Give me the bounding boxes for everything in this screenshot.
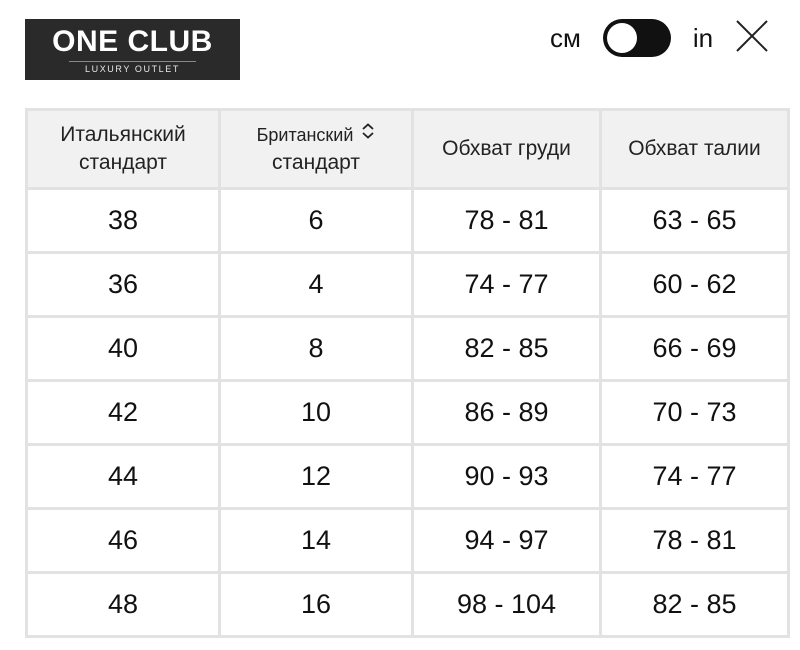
cell-italian: 44	[27, 445, 220, 509]
brand-accent-line	[69, 61, 196, 62]
unit-toggle[interactable]	[603, 19, 671, 57]
table-row	[27, 573, 789, 637]
cell-british: 16	[220, 573, 413, 637]
table-row	[27, 189, 789, 253]
sort-updown-icon[interactable]	[361, 119, 375, 147]
header-chest	[413, 110, 601, 189]
cell-chest: 86 - 89	[413, 381, 601, 445]
table-row	[27, 509, 789, 573]
cell-chest: 82 - 85	[413, 317, 601, 381]
close-icon	[733, 17, 771, 55]
cell-chest: 98 - 104	[413, 573, 601, 637]
cell-waist: 78 - 81	[601, 509, 789, 573]
cell-italian: 48	[27, 573, 220, 637]
cell-british: 6	[220, 189, 413, 253]
close-button[interactable]	[733, 17, 771, 55]
cell-chest: 78 - 81	[413, 189, 601, 253]
header-waist-label: Обхват талии	[628, 137, 761, 160]
cell-italian: 46	[27, 509, 220, 573]
cell-waist: 60 - 62	[601, 253, 789, 317]
cell-british: 4	[220, 253, 413, 317]
cell-british: 14	[220, 509, 413, 573]
cell-chest: 94 - 97	[413, 509, 601, 573]
brand-logo[interactable]	[25, 19, 240, 80]
cell-italian: 42	[27, 381, 220, 445]
table-row	[27, 445, 789, 509]
cell-italian: 36	[27, 253, 220, 317]
table-row	[27, 381, 789, 445]
brand-tagline: LUXURY OUTLET	[85, 64, 180, 74]
cell-waist: 82 - 85	[601, 573, 789, 637]
unit-switch	[550, 18, 713, 58]
unit-label-in[interactable]: in	[692, 23, 714, 53]
unit-toggle-knob[interactable]	[607, 23, 637, 53]
cell-waist: 66 - 69	[601, 317, 789, 381]
cell-waist: 70 - 73	[601, 381, 789, 445]
cell-chest: 90 - 93	[413, 445, 601, 509]
header-waist	[601, 110, 789, 189]
size-chart-table	[25, 108, 790, 638]
header-british-label-line2: стандарт	[272, 151, 360, 174]
cell-chest: 74 - 77	[413, 253, 601, 317]
table-header-row	[27, 110, 789, 189]
header-british-label: Британский	[256, 125, 354, 145]
cell-british: 10	[220, 381, 413, 445]
header-chest-label: Обхват груди	[442, 137, 571, 160]
brand-name: ONE CLUB	[52, 25, 213, 58]
cell-waist: 74 - 77	[601, 445, 789, 509]
cell-italian: 38	[27, 189, 220, 253]
cell-british: 12	[220, 445, 413, 509]
table-row	[27, 317, 789, 381]
cell-waist: 63 - 65	[601, 189, 789, 253]
table-row	[27, 253, 789, 317]
cell-italian: 40	[27, 317, 220, 381]
header-italian-label: Итальянский стандарт	[60, 123, 186, 174]
cell-british: 8	[220, 317, 413, 381]
header-italian-standard	[27, 110, 220, 189]
unit-label-cm[interactable]: см	[550, 23, 581, 53]
header-british-standard[interactable]	[220, 110, 413, 189]
